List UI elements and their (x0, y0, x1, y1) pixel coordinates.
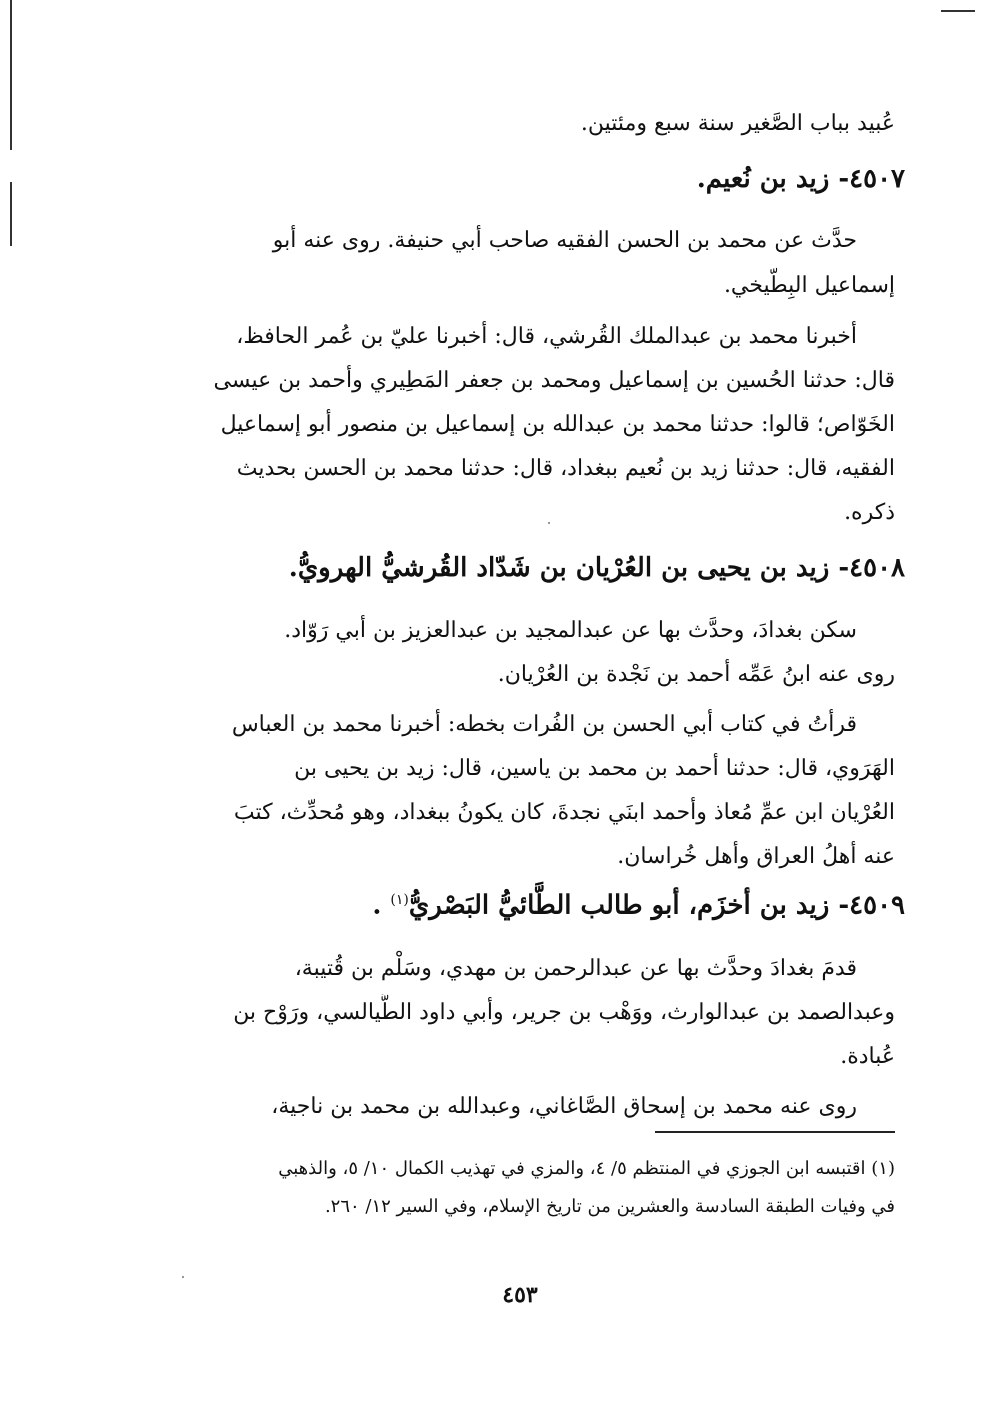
text-line: الفقيه، قال: حدثنا زيد بن نُعيم ببغداد، قال: حدثنا محمد بن الحسن بحديث (236, 456, 895, 481)
text-line: قدمَ بغدادَ وحدَّث بها عن عبدالرحمن بن مهدي، وسَلْم بن قُتيبة، (294, 956, 857, 981)
text-line: قال: حدثنا الحُسين بن إسماعيل ومحمد بن جعفر المَطِيري وأحمد بن عيسى (213, 368, 895, 393)
text-line: حدَّث عن محمد بن الحسن الفقيه صاحب أبي حنيفة. روى عنه أبو (272, 228, 857, 253)
heading-end: . (372, 890, 391, 921)
text-line: روى عنه محمد بن إسحاق الصَّاغاني، وعبدالله بن محمد بن ناجية، (271, 1094, 857, 1119)
text-line: إسماعيل البِطّيخي. (723, 273, 895, 298)
text-line: عُبيد بباب الصَّغير سنة سبع ومئتين. (580, 111, 895, 136)
footnote-divider (655, 1131, 895, 1133)
scan-edge-mark (10, 182, 12, 246)
footnote-reference[interactable]: (١) (390, 892, 409, 908)
text-line: الخَوّاص؛ قالوا: حدثنا محمد بن عبدالله بن إسماعيل بن منصور أبو إسماعيل (220, 412, 895, 437)
text-line: وعبدالصمد بن عبدالوارث، ووَهْب بن جرير، وأبي داود الطَّيالسي، ورَوْح بن (233, 1000, 895, 1025)
heading-text: ٤٥٠٩- زيد بن أخزَم، أبو طالب الطَّائيُّ البَصْريُّ (408, 890, 905, 921)
entry-heading-4508: ٤٥٠٨- زيد بن يحيى بن العُرْيان بن شَدّاد القُرشيُّ الهرويُّ. (288, 553, 905, 583)
entry-heading-4509 (372, 878, 905, 922)
page-number: ٤٥٣ (502, 1282, 538, 1308)
footnote-line: في وفيات الطبقة السادسة والعشرين من تاريخ الإسلام، وفي السير ١٢/ ٢٦٠. (324, 1196, 895, 1217)
text-line: سكن بغدادَ، وحدَّث بها عن عبدالمجيد بن عبدالعزيز بن أبي رَوّاد. (284, 618, 857, 643)
text-line: روى عنه ابنُ عَمِّه أحمد بن نَجْدة بن العُرْيان. (497, 662, 895, 687)
scan-edge-mark (10, 0, 12, 150)
scan-speck (182, 1276, 184, 1278)
text-line: الهَرَوي، قال: حدثنا أحمد بن محمد بن ياسين، قال: زيد بن يحيى بن (294, 756, 895, 781)
text-line: قرأتُ في كتاب أبي الحسن بن الفُرات بخطه: أخبرنا محمد بن العباس (231, 712, 857, 737)
scan-edge-mark (941, 10, 975, 12)
text-line: العُرْيان ابن عمِّ مُعاذ وأحمد ابنَي نجدةَ، كان يكونُ ببغداد، وهو مُحدِّث، كتبَ (233, 800, 895, 825)
text-line: عنه أهلُ العراق وأهل خُراسان. (617, 844, 895, 869)
text-line: أخبرنا محمد بن عبدالملك القُرشي، قال: أخبرنا عليّ بن عُمر الحافظ، (236, 324, 857, 349)
entry-heading-4507: ٤٥٠٧- زيد بن نُعيم. (696, 164, 905, 194)
text-line: ذكره. (844, 500, 895, 525)
text-line: عُبادة. (840, 1044, 895, 1069)
footnote-line: (١) اقتبسه ابن الجوزي في المنتظم ٥/ ٤، والمزي في تهذيب الكمال ١٠/ ٥، والذهبي (278, 1158, 895, 1179)
